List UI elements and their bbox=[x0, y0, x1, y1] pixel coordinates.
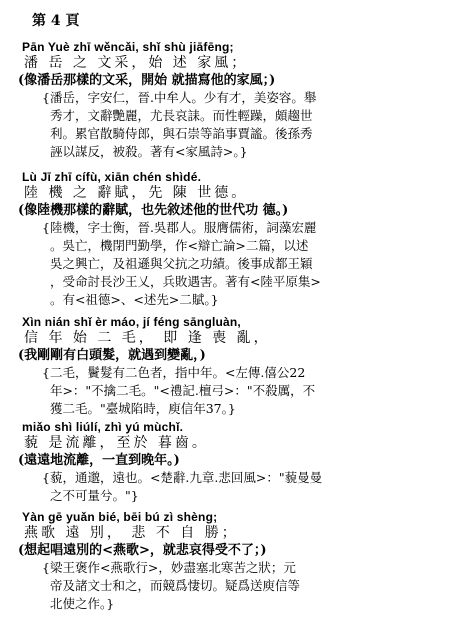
verse-line: 信 年 始 二 毛， 即 逢 喪 亂， bbox=[24, 330, 271, 346]
verse-entry-3 bbox=[18, 315, 434, 418]
translation-line: (像陸機那樣的辭賦，也先敘述他的世代功 德。) bbox=[18, 203, 289, 218]
pinyin-line: Xìn nián shǐ èr máo, jí féng sāngluàn, bbox=[22, 315, 241, 329]
pinyin-line: miǎo shì liúlí, zhì yú mùchǐ. bbox=[22, 420, 184, 434]
annotation-note: {陸機，字士衡，晉.吳郡人。服膺儒術，詞藻宏麗 。吳亡，機閉門勤學，作<辯亡論>二篇，以述 吳之興亡，及祖遜與父抗之功績。後事成都王穎 ，受命討長沙王乂，兵敗遇害。著有<陸平原集> 。有<祖德>、<述先>二賦。} bbox=[42, 220, 321, 307]
verse-entry-4 bbox=[18, 420, 434, 505]
annotation-note: {潘岳，字安仁，晉.中牟人。少有才，美姿容。舉 秀才，文辭艷麗，尤長哀誄。而性輕躁，頗趨世 利。累官散騎侍郎，與石崇等諂事賈謐。後孫秀 誣以謀反，被殺。著有<家風詩>。} bbox=[42, 90, 317, 159]
translation-line: (遠遠地流離，一直到晚年。) bbox=[18, 453, 180, 468]
verse-entry-1 bbox=[18, 40, 434, 161]
translation-line: (想起唱遠別的<燕歌>，就悲哀得受不了；) bbox=[18, 543, 267, 558]
page-number: 第 4 頁 bbox=[32, 13, 80, 29]
pinyin-line: Yàn gē yuǎn bié, bēi bú zì shèng; bbox=[22, 510, 218, 524]
pinyin-line: Lù Jī zhī cífù, xiān chén shìdé. bbox=[22, 170, 202, 184]
verse-line: 燕歌 遠 別， 悲 不 自 勝； bbox=[24, 525, 239, 541]
verse-line: 陸 機 之 辭賦，先 陳 世德。 bbox=[24, 185, 249, 201]
verse-entry-2 bbox=[18, 170, 434, 309]
translation-line: (像潘岳那樣的文采，開始 就描寫他的家風；) bbox=[18, 73, 276, 88]
verse-line: 藐 是流離，至於 暮齒。 bbox=[24, 435, 209, 451]
annotation-note: {藐，通邈，遠也。<楚辭.九章.悲回風>："藐曼曼 之不可量兮。"} bbox=[42, 470, 323, 503]
annotation-note: {二毛，鬢髮有二色者，指中年。<左傳.僖公22 年>："不擒二毛。"<禮記.檀弓>："不殺厲，不 獲二毛。"臺城陷時，庾信年37。} bbox=[42, 365, 316, 416]
verse-line: 潘 岳 之 文采，始 述 家風； bbox=[24, 55, 249, 71]
verse-entry-5 bbox=[18, 510, 434, 613]
translation-line: (我剛剛有白頭髮，就遇到變亂，) bbox=[18, 348, 206, 363]
annotation-note: {梁王褒作<燕歌行>，妙盡塞北寒苦之狀；元 帝及諸文士和之，而競爲悽切。疑爲送庾信等 北使之作。} bbox=[42, 560, 300, 611]
pinyin-line: Pān Yuè zhī wěncǎi, shǐ shù jiāfēng; bbox=[22, 40, 234, 54]
